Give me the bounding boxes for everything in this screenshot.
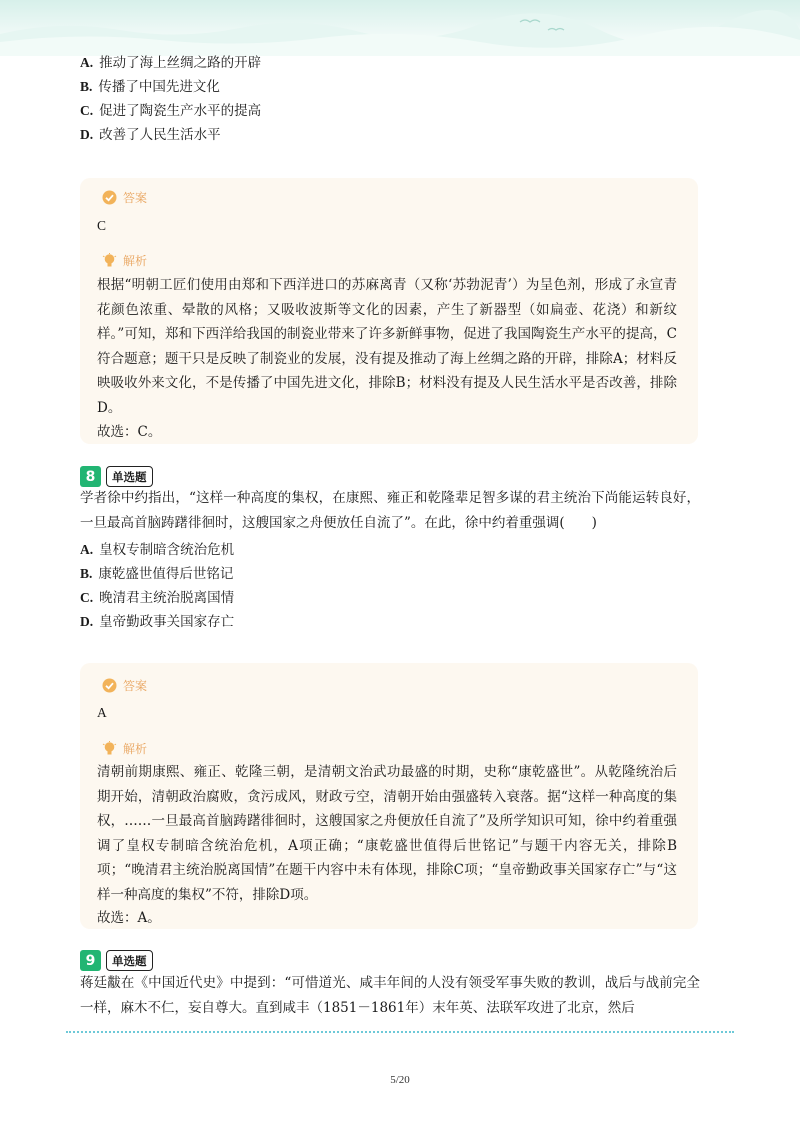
q8-option-d: D. 皇帝勤政事关国家存亡 (80, 614, 235, 630)
q7-final-answer: 故选：C。 (97, 424, 162, 440)
page-divider (66, 1031, 734, 1033)
header-landscape-decoration (0, 0, 800, 56)
q9-stem: 蒋廷黻在《中国近代史》中提到：“可惜道光、咸丰年间的人没有领受军事失败的教训，战后与战前完全一样，麻木不仁，妄自尊大。直到咸丰（1851－1861年）末年英、法联军攻进了北京，然后 (80, 975, 700, 1016)
q7-analysis-text: 根据“明朝工匠们使用由郑和下西洋进口的苏麻离青（又称‘苏勃泥青’）为呈色剂，形成了永宣青花颜色浓重、晕散的风格；又吸收波斯等文化的因素，产生了新器型（如扁壶、花浇）和新纹样。”可知，郑和下西洋给我国的制瓷业带来了许多新鲜事物，促进了我国陶瓷生产水平的提高，C符合题意；题干只是反映了制瓷业的发展，没有提及推动了海上丝绸之路的开辟，排除A；材料反映吸收外来文化，不是传播了中国先进文化，排除B；材料没有提及人民生活水平是否改善，排除D。 (97, 277, 677, 416)
q7-analysis-tag: 解析 (102, 250, 147, 270)
q8-option-a: A. 皇权专制暗含统治危机 (80, 542, 235, 558)
q7-option-b: B. 传播了中国先进文化 (80, 79, 220, 95)
q8-option-c: C. 晚清君主统治脱离国情 (80, 590, 235, 606)
q7-answer-box (80, 178, 698, 444)
q7-answer-value: C (97, 218, 107, 233)
q7-option-a: A. 推动了海上丝绸之路的开辟 (80, 55, 262, 71)
question-number-badge: 9 (80, 950, 101, 971)
check-circle-icon (102, 678, 117, 693)
q8-option-b: B. 康乾盛世值得后世铭记 (80, 566, 234, 582)
lightbulb-icon (102, 253, 117, 268)
q9-header (80, 950, 153, 971)
question-type-tag: 单选题 (106, 950, 153, 971)
q7-answer-tag: 答案 (102, 187, 147, 207)
q7-option-d: D. 改善了人民生活水平 (80, 127, 221, 143)
q8-final-answer: 故选：A。 (97, 910, 161, 926)
q8-analysis-tag: 解析 (102, 738, 147, 758)
q7-option-c: C. 促进了陶瓷生产水平的提高 (80, 103, 262, 119)
q8-stem: 学者徐中约指出，“这样一种高度的集权，在康熙、雍正和乾隆辈足智多谋的君主统治下尚能运转良好，一旦最高首脑踌躇徘徊时，这艘国家之舟便放任自流了”。在此，徐中约着重强调( ) (80, 490, 700, 531)
page-number: 5/20 (390, 1074, 410, 1086)
lightbulb-icon (102, 741, 117, 756)
q8-answer-value: A (97, 705, 107, 720)
question-type-tag: 单选题 (106, 466, 153, 487)
q8-answer-box (80, 663, 698, 929)
q8-answer-tag: 答案 (102, 675, 147, 695)
q8-header (80, 466, 153, 487)
question-number-badge: 8 (80, 466, 101, 487)
check-circle-icon (102, 190, 117, 205)
q8-analysis-text: 清朝前期康熙、雍正、乾隆三朝，是清朝文治武功最盛的时期，史称“康乾盛世”。从乾隆统治后期开始，清朝政治腐败，贪污成风，财政亏空，清朝开始由强盛转入衰落。据“这样一种高度的集权，……一旦最高首脑踌躇徘徊时，这艘国家之舟便放任自流了”及所学知识可知，徐中约着重强调了皇权专制暗含统治危机，A项正确；“康乾盛世值得后世铭记”与题干内容无关，排除B项；“晚清君主统治脱离国情”在题干内容中未有体现，排除C项；“皇帝勤政事关国家存亡”与“这样一种高度的集权”不符，排除D项。 (97, 764, 677, 903)
